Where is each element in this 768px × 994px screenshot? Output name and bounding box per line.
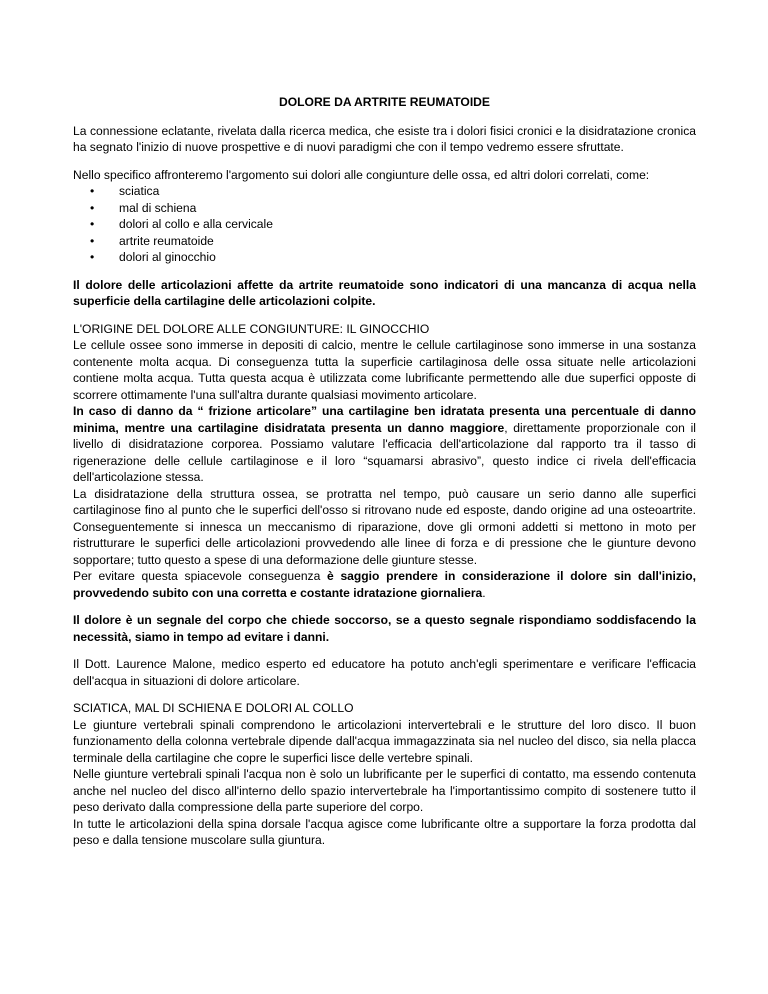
- list-item-text: artrite reumatoide: [119, 233, 214, 248]
- knee-paragraph-4-start: Per evitare questa spiacevole conseguenza: [73, 569, 328, 583]
- spine-paragraph-3: In tutte le articolazioni della spina dorsale l'acqua agisce come lubrificante oltre a supportare la forza prodotta dal peso e dalla tensione muscolare sulla giuntura.: [73, 816, 696, 847]
- knee-paragraph-3: La disidratazione della struttura ossea, se protratta nel tempo, può causare un serio danno alle superfici cartilaginose fino al punto che le superfici dell'osso si ritrovano nude ed esposte, dando origine ad una osteoartrite. Conseguentemente si innesca un meccanismo di riparazione, dove gli ormoni addetti si mettono in moto per ristrutturare le superfici delle articolazioni provvedendo alle linee di forza e di pressione che le giunture devono sopportare; tutto questo a spese di una deformazione delle giunture stesse.: [73, 486, 696, 567]
- spine-paragraph-2: Nelle giunture vertebrali spinali l'acqua non è solo un lubrificante per le superfici di contatto, ma essendo contenuta anche nel nucleo del disco all'interno dello spazio intervertebrale ha l'importantissimo compito di sostenere tutto il peso derivato dalla compressione della parte superiore del corpo.: [73, 767, 696, 814]
- document-title: DOLORE DA ARTRITE REUMATOIDE: [279, 95, 490, 109]
- knee-paragraph-1: Le cellule ossee sono immerse in depositi di calcio, mentre le cellule cartilaginose sono immerse in una sostanza contenente molta acqua. Di conseguenza tutta la superficie cartilaginosa delle ossa situate nelle articolazioni contiene molta acqua. Tutta questa acqua è utilizzata come lubrificante permettendo alle due superfici opposte di scorrere ottimamente l'una sull'altra durante qualsiasi movimento articolare.: [73, 338, 696, 402]
- list-item: [73, 249, 696, 266]
- list-item: [73, 200, 696, 217]
- bullet-icon: •: [90, 233, 95, 248]
- bold-statement: Il dolore delle articolazioni affette da artrite reumatoide sono indicatori di una mancanza di acqua nella superficie della cartilagine delle articolazioni colpite.: [73, 277, 696, 308]
- knee-paragraph-2-bold: In caso di danno da “ frizione articolare” una cartilagine ben idratata presenta una percentuale di danno minima, mentre una cartilagine disidratata presenta un danno maggiore: [73, 404, 696, 435]
- list-intro-paragraph: Nello specifico affronteremo l'argomento sui dolori alle congiunture delle ossa, ed altri dolori correlati, come:: [73, 167, 650, 182]
- conditions-list: [73, 183, 696, 266]
- knee-paragraph-4: [73, 568, 696, 601]
- list-item: [73, 183, 696, 200]
- knee-paragraph-4-bold: è saggio prendere in considerazione il dolore sin dall'inizio, provvedendo subito con una corretta e costante idratazione giornaliera: [73, 569, 696, 600]
- list-item: [73, 216, 696, 233]
- intro-paragraph: La connessione eclatante, rivelata dalla ricerca medica, che esiste tra i dolori fisici cronici e la disidratazione cronica ha segnato l'inizio di nuove prospettive e di nuovi paradigmi che con il tempo vedremo essere sfruttate.: [73, 123, 696, 154]
- knee-paragraph-4-end: .: [482, 585, 486, 600]
- malone-paragraph: Il Dott. Laurence Malone, medico esperto ed educatore ha potuto anch'egli sperimentare e verificare l'efficacia dell'acqua in situazioni di dolore articolare.: [73, 657, 696, 688]
- spine-paragraph-1: Le giunture vertebrali spinali comprendono le articolazioni intervertebrali e le strutture del loro disco. Il buon funzionamento della colonna vertebrale dipende dall'acqua immagazzinata sia nel nucleo del disco, sia nella placca terminale della cartilagine che copre le superfici lisce delle vertebre spinali.: [73, 717, 696, 765]
- bullet-icon: •: [90, 184, 95, 198]
- knee-paragraph-2-rest: , direttamente proporzionale con il livello di disidratazione corporea. Possiamo valutare l'efficacia dell'articolazione dal rapporto tra il tasso di rigenerazione delle cellule cartilaginose e il loro “squamarsi abrasivo”, questo indice ci rivela dell'efficacia dell'articolazione stessa.: [73, 420, 696, 484]
- list-item-text: sciatica: [119, 184, 160, 198]
- list-item: [73, 233, 696, 250]
- bullet-icon: •: [90, 200, 95, 215]
- bold-statement-2: Il dolore è un segnale del corpo che chiede soccorso, se a questo segnale rispondiamo soddisfacendo la necessità, siamo in tempo ad evitare i danni.: [73, 613, 696, 644]
- list-item-text: mal di schiena: [119, 200, 197, 215]
- list-item-text: dolori al collo e alla cervicale: [119, 217, 273, 231]
- bullet-icon: •: [90, 217, 95, 231]
- knee-paragraph-2: [73, 403, 696, 486]
- section-heading-knee: L'ORIGINE DEL DOLORE ALLE CONGIUNTURE: IL GINOCCHIO: [73, 321, 430, 336]
- list-item-text: dolori al ginocchio: [119, 250, 216, 264]
- section-heading-sciatica: SCIATICA, MAL DI SCHIENA E DOLORI AL COLLO: [73, 701, 354, 715]
- bullet-icon: •: [90, 250, 95, 264]
